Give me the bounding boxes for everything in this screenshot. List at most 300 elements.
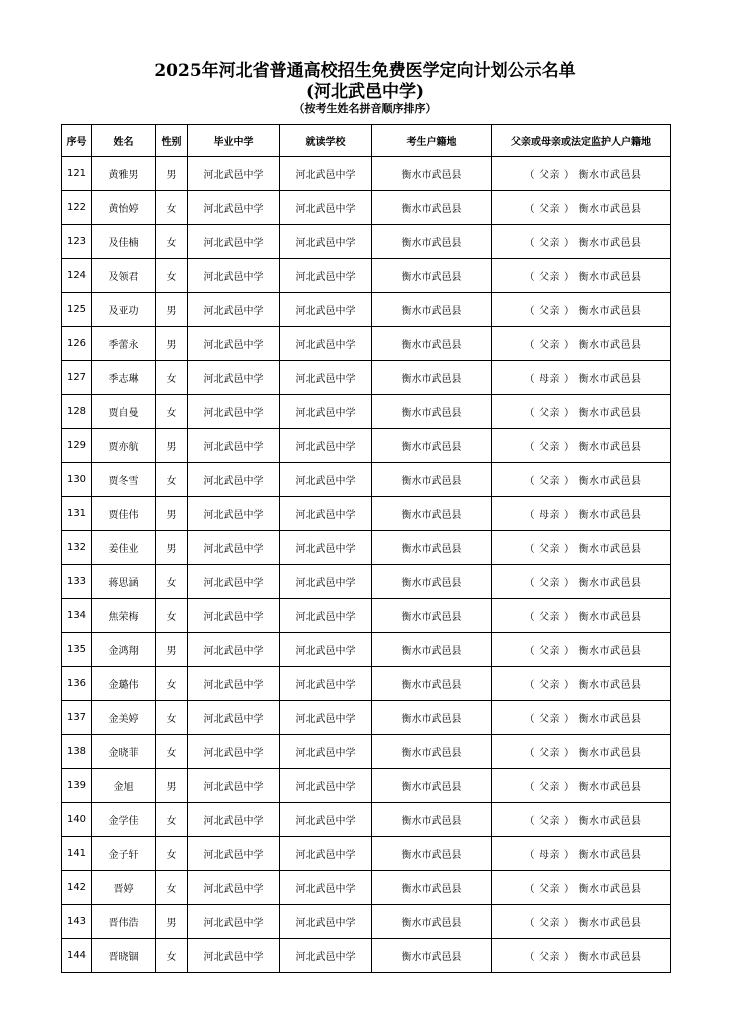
- cell-parent-hukou: [492, 939, 671, 973]
- cell-parent-hukou: [492, 497, 671, 531]
- cell-gender: 女: [156, 191, 188, 225]
- cell-hukou: 衡水市武邑县: [372, 701, 492, 735]
- parent-hukou-place: 衡水市武邑县: [578, 816, 642, 827]
- cell-name: 金璐伟: [92, 667, 156, 701]
- cell-hukou: 衡水市武邑县: [372, 633, 492, 667]
- cell-gender: 女: [156, 565, 188, 599]
- cell-parent-hukou: [492, 157, 671, 191]
- roster-table: [61, 124, 671, 973]
- cell-hukou: 衡水市武邑县: [372, 191, 492, 225]
- cell-grad-school: 河北武邑中学: [188, 191, 280, 225]
- cell-grad-school: 河北武邑中学: [188, 837, 280, 871]
- header-gender: 性别: [156, 125, 188, 157]
- close-paren: ）: [564, 680, 575, 691]
- cell-study-school: 河北武邑中学: [280, 599, 372, 633]
- table-row: [62, 361, 671, 395]
- cell-study-school: 河北武邑中学: [280, 667, 372, 701]
- cell-name: 贾冬雪: [92, 463, 156, 497]
- cell-study-school: 河北武邑中学: [280, 157, 372, 191]
- parent-relation: 父亲: [539, 476, 560, 487]
- parent-relation: 父亲: [539, 238, 560, 249]
- cell-no: 138: [62, 735, 92, 769]
- cell-gender: 女: [156, 803, 188, 837]
- open-paren: （: [524, 850, 535, 861]
- cell-parent-hukou: [492, 803, 671, 837]
- cell-hukou: 衡水市武邑县: [372, 293, 492, 327]
- header-grad-school: 毕业中学: [188, 125, 280, 157]
- cell-no: 140: [62, 803, 92, 837]
- cell-gender: 女: [156, 735, 188, 769]
- cell-gender: 男: [156, 531, 188, 565]
- cell-study-school: 河北武邑中学: [280, 633, 372, 667]
- table-row: [62, 395, 671, 429]
- cell-study-school: 河北武邑中学: [280, 531, 372, 565]
- cell-name: 金学佳: [92, 803, 156, 837]
- cell-no: 141: [62, 837, 92, 871]
- cell-gender: 女: [156, 395, 188, 429]
- open-paren: （: [524, 714, 535, 725]
- cell-no: 142: [62, 871, 92, 905]
- cell-grad-school: 河北武邑中学: [188, 667, 280, 701]
- open-paren: （: [524, 170, 535, 181]
- cell-hukou: 衡水市武邑县: [372, 667, 492, 701]
- header-study-school: 就读学校: [280, 125, 372, 157]
- cell-no: 125: [62, 293, 92, 327]
- cell-name: 黄怡婷: [92, 191, 156, 225]
- cell-gender: 女: [156, 599, 188, 633]
- open-paren: （: [524, 612, 535, 623]
- cell-name: 贾亦航: [92, 429, 156, 463]
- close-paren: ）: [564, 748, 575, 759]
- close-paren: ）: [564, 170, 575, 181]
- cell-hukou: 衡水市武邑县: [372, 599, 492, 633]
- parent-relation: 母亲: [539, 374, 560, 385]
- cell-grad-school: 河北武邑中学: [188, 871, 280, 905]
- close-paren: ）: [564, 238, 575, 249]
- cell-study-school: 河北武邑中学: [280, 701, 372, 735]
- cell-parent-hukou: [492, 667, 671, 701]
- cell-study-school: 河北武邑中学: [280, 191, 372, 225]
- cell-gender: 女: [156, 837, 188, 871]
- cell-parent-hukou: [492, 769, 671, 803]
- cell-study-school: 河北武邑中学: [280, 871, 372, 905]
- cell-name: 金晓菲: [92, 735, 156, 769]
- cell-no: 144: [62, 939, 92, 973]
- cell-grad-school: 河北武邑中学: [188, 939, 280, 973]
- open-paren: （: [524, 408, 535, 419]
- cell-grad-school: 河北武邑中学: [188, 497, 280, 531]
- cell-gender: 女: [156, 225, 188, 259]
- cell-hukou: 衡水市武邑县: [372, 327, 492, 361]
- cell-hukou: 衡水市武邑县: [372, 225, 492, 259]
- cell-no: 128: [62, 395, 92, 429]
- open-paren: （: [524, 952, 535, 963]
- parent-relation: 父亲: [539, 578, 560, 589]
- cell-parent-hukou: [492, 599, 671, 633]
- cell-name: 金美婷: [92, 701, 156, 735]
- cell-name: 贾自曼: [92, 395, 156, 429]
- cell-hukou: 衡水市武邑县: [372, 531, 492, 565]
- cell-no: 132: [62, 531, 92, 565]
- close-paren: ）: [564, 850, 575, 861]
- open-paren: （: [524, 510, 535, 521]
- table-row: [62, 599, 671, 633]
- cell-grad-school: 河北武邑中学: [188, 599, 280, 633]
- table-row: [62, 157, 671, 191]
- close-paren: ）: [564, 782, 575, 793]
- header-name: 姓名: [92, 125, 156, 157]
- parent-relation: 父亲: [539, 782, 560, 793]
- parent-hukou-place: 衡水市武邑县: [578, 646, 642, 657]
- cell-parent-hukou: [492, 531, 671, 565]
- table-row: [62, 939, 671, 973]
- cell-gender: 女: [156, 361, 188, 395]
- cell-grad-school: 河北武邑中学: [188, 225, 280, 259]
- cell-grad-school: 河北武邑中学: [188, 769, 280, 803]
- cell-hukou: 衡水市武邑县: [372, 429, 492, 463]
- parent-hukou-place: 衡水市武邑县: [578, 748, 642, 759]
- cell-hukou: 衡水市武邑县: [372, 565, 492, 599]
- cell-study-school: 河北武邑中学: [280, 735, 372, 769]
- cell-parent-hukou: [492, 837, 671, 871]
- cell-hukou: 衡水市武邑县: [372, 497, 492, 531]
- cell-gender: 女: [156, 939, 188, 973]
- cell-gender: 男: [156, 497, 188, 531]
- cell-no: 131: [62, 497, 92, 531]
- page-title: 2025年河北省普通高校招生免费医学定向计划公示名单: [154, 61, 576, 81]
- parent-relation: 父亲: [539, 306, 560, 317]
- cell-parent-hukou: [492, 395, 671, 429]
- table-row: [62, 191, 671, 225]
- cell-name: 金鸿翔: [92, 633, 156, 667]
- cell-grad-school: 河北武邑中学: [188, 735, 280, 769]
- cell-gender: 男: [156, 327, 188, 361]
- cell-grad-school: 河北武邑中学: [188, 157, 280, 191]
- cell-parent-hukou: [492, 293, 671, 327]
- open-paren: （: [524, 646, 535, 657]
- cell-gender: 男: [156, 905, 188, 939]
- table-row: [62, 293, 671, 327]
- cell-gender: 男: [156, 429, 188, 463]
- parent-hukou-place: 衡水市武邑县: [578, 782, 642, 793]
- cell-no: 137: [62, 701, 92, 735]
- cell-no: 127: [62, 361, 92, 395]
- open-paren: （: [524, 204, 535, 215]
- open-paren: （: [524, 306, 535, 317]
- parent-hukou-place: 衡水市武邑县: [578, 272, 642, 283]
- cell-study-school: 河北武邑中学: [280, 837, 372, 871]
- open-paren: （: [524, 782, 535, 793]
- close-paren: ）: [564, 374, 575, 385]
- open-paren: （: [524, 748, 535, 759]
- sort-note: （按考生姓名拼音顺序排序）: [293, 102, 437, 115]
- cell-name: 焦荣梅: [92, 599, 156, 633]
- cell-name: 晋伟浩: [92, 905, 156, 939]
- cell-parent-hukou: [492, 871, 671, 905]
- cell-hukou: 衡水市武邑县: [372, 803, 492, 837]
- cell-parent-hukou: [492, 701, 671, 735]
- cell-study-school: 河北武邑中学: [280, 565, 372, 599]
- open-paren: （: [524, 884, 535, 895]
- cell-parent-hukou: [492, 429, 671, 463]
- close-paren: ）: [564, 510, 575, 521]
- parent-hukou-place: 衡水市武邑县: [578, 714, 642, 725]
- cell-parent-hukou: [492, 565, 671, 599]
- table-row: [62, 531, 671, 565]
- open-paren: （: [524, 272, 535, 283]
- open-paren: （: [524, 578, 535, 589]
- cell-grad-school: 河北武邑中学: [188, 633, 280, 667]
- cell-grad-school: 河北武邑中学: [188, 565, 280, 599]
- parent-hukou-place: 衡水市武邑县: [578, 408, 642, 419]
- close-paren: ）: [564, 306, 575, 317]
- parent-relation: 父亲: [539, 612, 560, 623]
- parent-hukou-place: 衡水市武邑县: [578, 612, 642, 623]
- table-row: [62, 667, 671, 701]
- close-paren: ）: [564, 646, 575, 657]
- parent-hukou-place: 衡水市武邑县: [578, 170, 642, 181]
- cell-gender: 男: [156, 633, 188, 667]
- cell-no: 136: [62, 667, 92, 701]
- open-paren: （: [524, 680, 535, 691]
- cell-gender: 女: [156, 259, 188, 293]
- parent-relation: 父亲: [539, 646, 560, 657]
- parent-hukou-place: 衡水市武邑县: [578, 918, 642, 929]
- table-header-row: [62, 125, 671, 157]
- cell-name: 黄雅男: [92, 157, 156, 191]
- cell-grad-school: 河北武邑中学: [188, 361, 280, 395]
- cell-parent-hukou: [492, 905, 671, 939]
- open-paren: （: [524, 442, 535, 453]
- cell-hukou: 衡水市武邑县: [372, 735, 492, 769]
- close-paren: ）: [564, 578, 575, 589]
- cell-name: 晋晓锢: [92, 939, 156, 973]
- close-paren: ）: [564, 544, 575, 555]
- cell-parent-hukou: [492, 463, 671, 497]
- cell-gender: 女: [156, 463, 188, 497]
- table-row: [62, 803, 671, 837]
- parent-hukou-place: 衡水市武邑县: [578, 884, 642, 895]
- cell-no: 143: [62, 905, 92, 939]
- cell-name: 金子轩: [92, 837, 156, 871]
- cell-parent-hukou: [492, 633, 671, 667]
- close-paren: ）: [564, 918, 575, 929]
- cell-name: 及佳楠: [92, 225, 156, 259]
- cell-study-school: 河北武邑中学: [280, 293, 372, 327]
- parent-relation: 父亲: [539, 816, 560, 827]
- parent-relation: 父亲: [539, 340, 560, 351]
- header-parent-hukou: 父亲或母亲或法定监护人户籍地: [492, 125, 671, 157]
- cell-grad-school: 河北武邑中学: [188, 463, 280, 497]
- cell-gender: 女: [156, 667, 188, 701]
- parent-relation: 父亲: [539, 170, 560, 181]
- open-paren: （: [524, 544, 535, 555]
- cell-no: 135: [62, 633, 92, 667]
- parent-relation: 母亲: [539, 850, 560, 861]
- close-paren: ）: [564, 408, 575, 419]
- parent-relation: 母亲: [539, 510, 560, 521]
- open-paren: （: [524, 374, 535, 385]
- close-paren: ）: [564, 884, 575, 895]
- cell-no: 123: [62, 225, 92, 259]
- cell-name: 晋婷: [92, 871, 156, 905]
- cell-parent-hukou: [492, 225, 671, 259]
- parent-hukou-place: 衡水市武邑县: [578, 952, 642, 963]
- parent-hukou-place: 衡水市武邑县: [578, 850, 642, 861]
- close-paren: ）: [564, 272, 575, 283]
- cell-no: 124: [62, 259, 92, 293]
- cell-no: 122: [62, 191, 92, 225]
- cell-hukou: 衡水市武邑县: [372, 871, 492, 905]
- cell-name: 贾佳伟: [92, 497, 156, 531]
- cell-no: 133: [62, 565, 92, 599]
- open-paren: （: [524, 340, 535, 351]
- cell-grad-school: 河北武邑中学: [188, 803, 280, 837]
- cell-parent-hukou: [492, 735, 671, 769]
- table-row: [62, 327, 671, 361]
- parent-relation: 父亲: [539, 748, 560, 759]
- cell-parent-hukou: [492, 327, 671, 361]
- cell-hukou: 衡水市武邑县: [372, 905, 492, 939]
- table-row: [62, 769, 671, 803]
- cell-name: 蒋思涵: [92, 565, 156, 599]
- school-subtitle: (河北武邑中学): [305, 82, 425, 102]
- cell-grad-school: 河北武邑中学: [188, 327, 280, 361]
- close-paren: ）: [564, 204, 575, 215]
- cell-study-school: 河北武邑中学: [280, 905, 372, 939]
- table-row: [62, 429, 671, 463]
- cell-no: 139: [62, 769, 92, 803]
- cell-name: 季志琳: [92, 361, 156, 395]
- parent-hukou-place: 衡水市武邑县: [578, 680, 642, 691]
- parent-hukou-place: 衡水市武邑县: [578, 442, 642, 453]
- parent-hukou-place: 衡水市武邑县: [578, 510, 642, 521]
- cell-name: 及领君: [92, 259, 156, 293]
- parent-relation: 父亲: [539, 714, 560, 725]
- close-paren: ）: [564, 952, 575, 963]
- cell-study-school: 河北武邑中学: [280, 429, 372, 463]
- open-paren: （: [524, 238, 535, 249]
- cell-no: 126: [62, 327, 92, 361]
- cell-study-school: 河北武邑中学: [280, 327, 372, 361]
- cell-name: 金旭: [92, 769, 156, 803]
- table-row: [62, 837, 671, 871]
- cell-hukou: 衡水市武邑县: [372, 939, 492, 973]
- parent-hukou-place: 衡水市武邑县: [578, 544, 642, 555]
- parent-relation: 父亲: [539, 272, 560, 283]
- cell-grad-school: 河北武邑中学: [188, 701, 280, 735]
- table-row: [62, 701, 671, 735]
- table-row: [62, 463, 671, 497]
- cell-hukou: 衡水市武邑县: [372, 157, 492, 191]
- cell-study-school: 河北武邑中学: [280, 803, 372, 837]
- parent-relation: 父亲: [539, 918, 560, 929]
- cell-name: 及亚功: [92, 293, 156, 327]
- cell-gender: 男: [156, 157, 188, 191]
- cell-grad-school: 河北武邑中学: [188, 905, 280, 939]
- cell-parent-hukou: [492, 361, 671, 395]
- parent-relation: 父亲: [539, 408, 560, 419]
- cell-gender: 女: [156, 701, 188, 735]
- table-row: [62, 259, 671, 293]
- close-paren: ）: [564, 476, 575, 487]
- close-paren: ）: [564, 612, 575, 623]
- cell-study-school: 河北武邑中学: [280, 939, 372, 973]
- parent-hukou-place: 衡水市武邑县: [578, 476, 642, 487]
- table-row: [62, 497, 671, 531]
- table-row: [62, 871, 671, 905]
- close-paren: ）: [564, 442, 575, 453]
- cell-hukou: 衡水市武邑县: [372, 395, 492, 429]
- cell-name: 季蕾永: [92, 327, 156, 361]
- cell-grad-school: 河北武邑中学: [188, 259, 280, 293]
- parent-hukou-place: 衡水市武邑县: [578, 306, 642, 317]
- cell-no: 129: [62, 429, 92, 463]
- close-paren: ）: [564, 714, 575, 725]
- parent-relation: 父亲: [539, 884, 560, 895]
- table-row: [62, 565, 671, 599]
- parent-relation: 父亲: [539, 952, 560, 963]
- open-paren: （: [524, 816, 535, 827]
- cell-no: 130: [62, 463, 92, 497]
- cell-gender: 男: [156, 769, 188, 803]
- parent-relation: 父亲: [539, 442, 560, 453]
- table-row: [62, 905, 671, 939]
- cell-grad-school: 河北武邑中学: [188, 531, 280, 565]
- cell-study-school: 河北武邑中学: [280, 463, 372, 497]
- cell-parent-hukou: [492, 259, 671, 293]
- cell-name: 姜佳业: [92, 531, 156, 565]
- cell-study-school: 河北武邑中学: [280, 225, 372, 259]
- parent-hukou-place: 衡水市武邑县: [578, 238, 642, 249]
- cell-hukou: 衡水市武邑县: [372, 259, 492, 293]
- cell-no: 134: [62, 599, 92, 633]
- parent-relation: 父亲: [539, 680, 560, 691]
- close-paren: ）: [564, 816, 575, 827]
- cell-no: 121: [62, 157, 92, 191]
- table-row: [62, 735, 671, 769]
- parent-hukou-place: 衡水市武邑县: [578, 204, 642, 215]
- table-row: [62, 633, 671, 667]
- parent-hukou-place: 衡水市武邑县: [578, 340, 642, 351]
- header-hukou: 考生户籍地: [372, 125, 492, 157]
- cell-grad-school: 河北武邑中学: [188, 293, 280, 327]
- cell-grad-school: 河北武邑中学: [188, 395, 280, 429]
- cell-gender: 男: [156, 293, 188, 327]
- cell-study-school: 河北武邑中学: [280, 497, 372, 531]
- header-no: 序号: [62, 125, 92, 157]
- cell-hukou: 衡水市武邑县: [372, 361, 492, 395]
- parent-relation: 父亲: [539, 204, 560, 215]
- cell-grad-school: 河北武邑中学: [188, 429, 280, 463]
- table-row: [62, 225, 671, 259]
- parent-relation: 父亲: [539, 544, 560, 555]
- cell-gender: 女: [156, 871, 188, 905]
- cell-parent-hukou: [492, 191, 671, 225]
- parent-hukou-place: 衡水市武邑县: [578, 578, 642, 589]
- parent-hukou-place: 衡水市武邑县: [578, 374, 642, 385]
- cell-study-school: 河北武邑中学: [280, 361, 372, 395]
- cell-hukou: 衡水市武邑县: [372, 769, 492, 803]
- cell-study-school: 河北武邑中学: [280, 769, 372, 803]
- cell-study-school: 河北武邑中学: [280, 259, 372, 293]
- open-paren: （: [524, 918, 535, 929]
- open-paren: （: [524, 476, 535, 487]
- cell-hukou: 衡水市武邑县: [372, 837, 492, 871]
- cell-hukou: 衡水市武邑县: [372, 463, 492, 497]
- cell-study-school: 河北武邑中学: [280, 395, 372, 429]
- close-paren: ）: [564, 340, 575, 351]
